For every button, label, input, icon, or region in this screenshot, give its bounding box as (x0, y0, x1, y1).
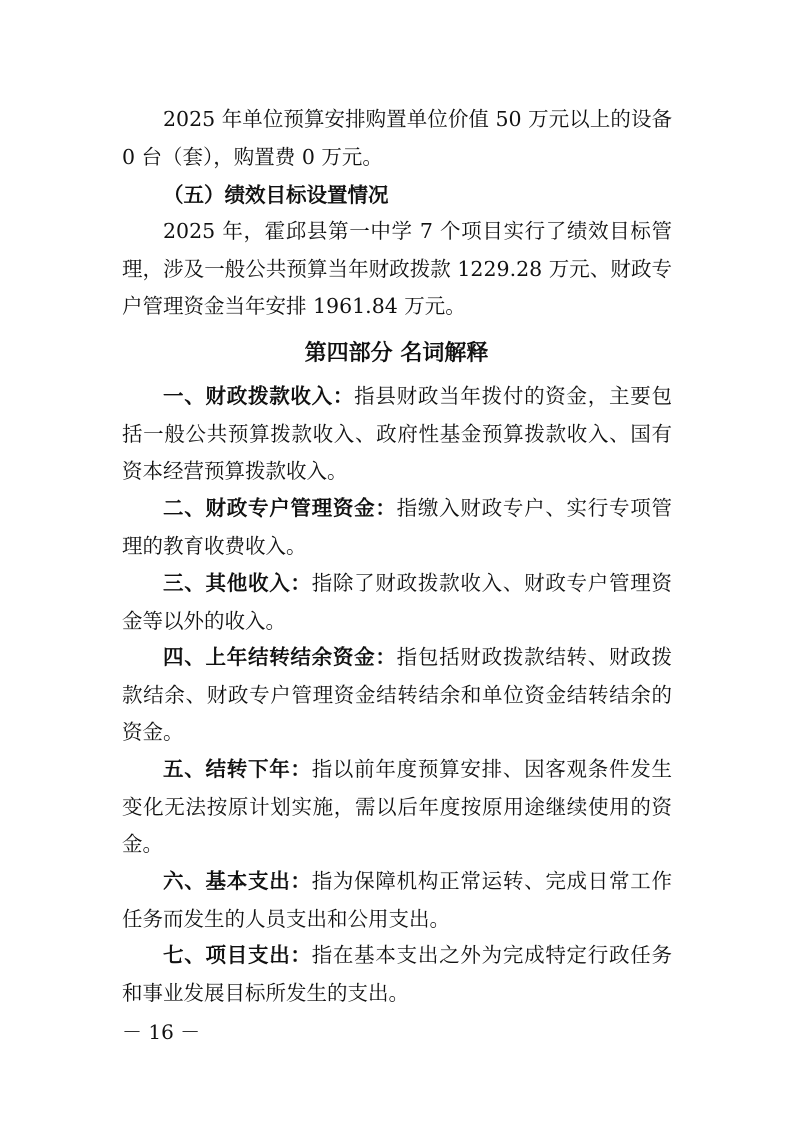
paragraph-equipment-purchase: 2025 年单位预算安排购置单位价值 50 万元以上的设备 0 台（套），购置费 0 万元。 (122, 107, 672, 169)
section-heading-glossary: 第四部分 名词解释 (304, 341, 489, 366)
definition-text: 指县财政当年拨付的资金，主要包括一般公共预算拨款收入、政府性基金预算拨款收入、国有资本经营预算拨款收入。 (122, 384, 673, 483)
paragraph-performance-goals: 2025 年，霍邱县第一中学 7 个项目实行了绩效目标管理，涉及一般公共预算当年财政拨款 1229.28 万元、财政专户管理资金当年安排 1961.84 万元。 (122, 219, 672, 318)
definition-term: 四、上年结转结余资金： (163, 645, 397, 669)
definition-project-expenditure (122, 937, 672, 1012)
definition-text: 指为保障机构正常运转、完成日常工作任务而发生的人员支出和公用支出。 (122, 869, 673, 931)
definition-text: 指除了财政拨款收入、财政专户管理资金等以外的收入。 (122, 571, 673, 633)
definition-term: 二、财政专户管理资金： (163, 496, 397, 520)
definition-text: 指包括财政拨款结转、财政拨款结余、财政专户管理资金结转结余和单位资金结转结余的资金。 (122, 645, 673, 744)
definition-term: 三、其他收入： (163, 571, 312, 595)
definition-text: 指以前年度预算安排、因客观条件发生变化无法按原计划实施，需以后年度按原用途继续使用的资金。 (122, 757, 673, 856)
definition-text: 指缴入财政专户、实行专项管理的教育收费收入。 (122, 496, 673, 558)
definition-term: 五、结转下年： (163, 757, 312, 781)
definition-term: 七、项目支出： (163, 943, 312, 967)
sub-heading-performance-goals: （五）绩效目标设置情况 (163, 183, 389, 207)
definition-basic-expenditure (122, 863, 672, 938)
page-number: － 16 － (122, 1020, 201, 1044)
definition-other-income (122, 565, 672, 640)
definition-carry-forward (122, 751, 672, 864)
definition-fiscal-appropriation-income (122, 378, 672, 491)
definition-prior-year-carryover (122, 639, 672, 752)
definition-term: 六、基本支出： (163, 869, 312, 893)
definition-term: 一、财政拨款收入： (163, 384, 355, 408)
definition-text: 指在基本支出之外为完成特定行政任务和事业发展目标所发生的支出。 (122, 943, 673, 1005)
definition-special-account-funds (122, 490, 672, 565)
